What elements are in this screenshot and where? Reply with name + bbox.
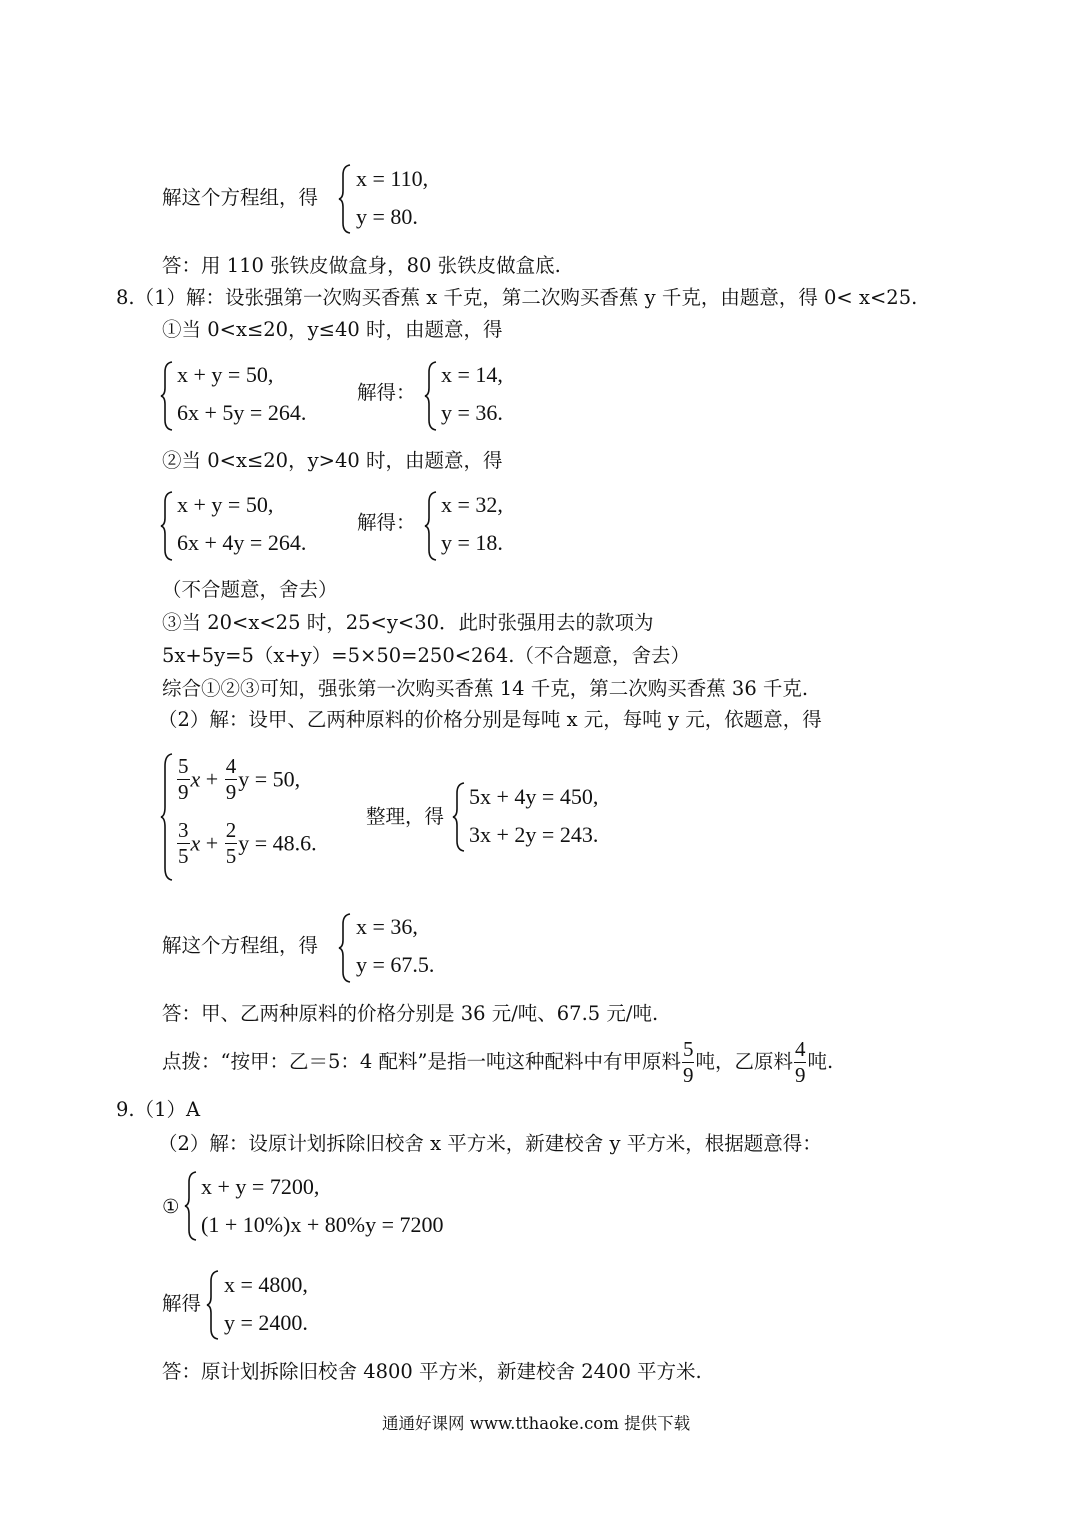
hint-line xyxy=(162,1032,833,1092)
solve-label: 解得： xyxy=(357,381,416,404)
solve-label: 解得： xyxy=(357,511,416,534)
equation: (1 + 10%)x + 80%y = 7200 xyxy=(201,1212,444,1237)
equation: y = 2400. xyxy=(224,1310,308,1335)
numerator: 5 xyxy=(178,754,189,778)
simplify-label: 整理，得 xyxy=(366,805,445,828)
denominator: 9 xyxy=(225,780,237,804)
equation: y = 18. xyxy=(441,530,503,555)
numerator: 2 xyxy=(225,818,237,842)
equation: x = 14, xyxy=(441,362,503,387)
numerator: 4 xyxy=(225,754,237,778)
left-brace xyxy=(452,781,466,853)
solve-label: 解得 xyxy=(162,1292,202,1315)
left-brace xyxy=(338,912,352,984)
equation: 6x + 5y = 264. xyxy=(177,400,307,425)
equation: x = 32, xyxy=(441,492,503,517)
left-brace xyxy=(206,1269,220,1341)
numerator: 3 xyxy=(178,818,189,842)
solve-label: 解这个方程组，得 xyxy=(162,934,319,957)
denominator: 5 xyxy=(178,844,189,868)
equation-rhs: y = 48.6. xyxy=(238,830,317,856)
denominator: 9 xyxy=(794,1062,806,1087)
equation: 3x + 2y = 243. xyxy=(469,822,599,847)
answer-text: 答：原计划拆除旧校舍 4800 平方米，新建校舍 2400 平方米. xyxy=(162,1360,702,1383)
answer-text: 答：甲、乙两种原料的价格分别是 36 元/吨、67.5 元/吨. xyxy=(162,1002,659,1025)
equation-rhs: y = 50, xyxy=(238,766,301,792)
equation: x = 36, xyxy=(356,914,418,939)
equation: x = 4800, xyxy=(224,1272,308,1297)
problem-9-heading: 9.（1）A xyxy=(116,1098,201,1121)
left-brace xyxy=(160,360,174,432)
equation: x = 110, xyxy=(356,166,429,191)
left-brace xyxy=(160,490,174,562)
solve-label: 解这个方程组，得 xyxy=(162,186,319,209)
equation: y = 67.5. xyxy=(356,952,435,977)
case-2-text: ②当 0<x≤20，y>40 时，由题意，得 xyxy=(162,449,503,472)
answer-text: 答：用 110 张铁皮做盒身，80 张铁皮做盒底. xyxy=(162,254,561,277)
case-1-text: ①当 0<x≤20，y≤40 时，由题意，得 xyxy=(162,318,503,341)
part-2-text: （2）解：设甲、乙两种原料的价格分别是每吨 x 元，每吨 y 元，依题意，得 xyxy=(158,708,822,731)
equation: x + y = 7200, xyxy=(201,1174,320,1199)
equation: x + y = 50, xyxy=(177,362,274,387)
equation: y = 80. xyxy=(356,204,418,229)
case-3-calculation: 5x+5y=5（x+y）=5×50=250<264.（不合题意，舍去） xyxy=(162,644,690,667)
part-2-text: （2）解：设原计划拆除旧校舍 x 平方米，新建校舍 y 平方米，根据题意得： xyxy=(158,1132,822,1155)
left-brace xyxy=(338,163,352,235)
numerator: 5 xyxy=(682,1036,694,1061)
left-brace xyxy=(184,1170,198,1242)
numerator: 4 xyxy=(794,1036,806,1061)
hint-text: 点拨：“按甲：乙＝5：4 配料”是指一吨这种配料中有甲原料 xyxy=(162,1050,681,1073)
hint-text: 吨，乙原料 xyxy=(695,1050,793,1073)
circle-number: ① xyxy=(162,1195,180,1218)
left-brace xyxy=(160,752,174,882)
left-brace xyxy=(424,360,438,432)
case-3-text: ③当 20<x<25 时，25<y<30．此时张强用去的款项为 xyxy=(162,611,654,634)
conclusion-text: 综合①②③可知，强张第一次购买香蕉 14 千克，第二次购买香蕉 36 千克. xyxy=(162,677,809,700)
denominator: 5 xyxy=(225,844,237,868)
problem-8-heading: 8.（1）解：设张强第一次购买香蕉 x 千克，第二次购买香蕉 y 千克，由题意，得 0< x<25. xyxy=(116,286,918,309)
denominator: 9 xyxy=(178,780,189,804)
equation: 5x + 4y = 450, xyxy=(469,784,599,809)
equation: y = 36. xyxy=(441,400,503,425)
equation: 6x + 4y = 264. xyxy=(177,530,307,555)
equation: x + y = 50, xyxy=(177,492,274,517)
hint-text: 吨. xyxy=(807,1050,834,1073)
denominator: 9 xyxy=(682,1062,694,1087)
left-brace xyxy=(424,490,438,562)
reject-note: （不合题意，舍去） xyxy=(162,578,338,601)
footer-credit: 通通好课网 www.tthaoke.com 提供下载 xyxy=(382,1414,691,1433)
fraction-equation: $\frac{3}{5}$ x + $\frac{2}{5}$ y = 48.6. xyxy=(178,818,317,868)
fraction-equation: $\frac{5}{9}$ x + $\frac{4}{9}$ y = 50, xyxy=(178,754,301,804)
